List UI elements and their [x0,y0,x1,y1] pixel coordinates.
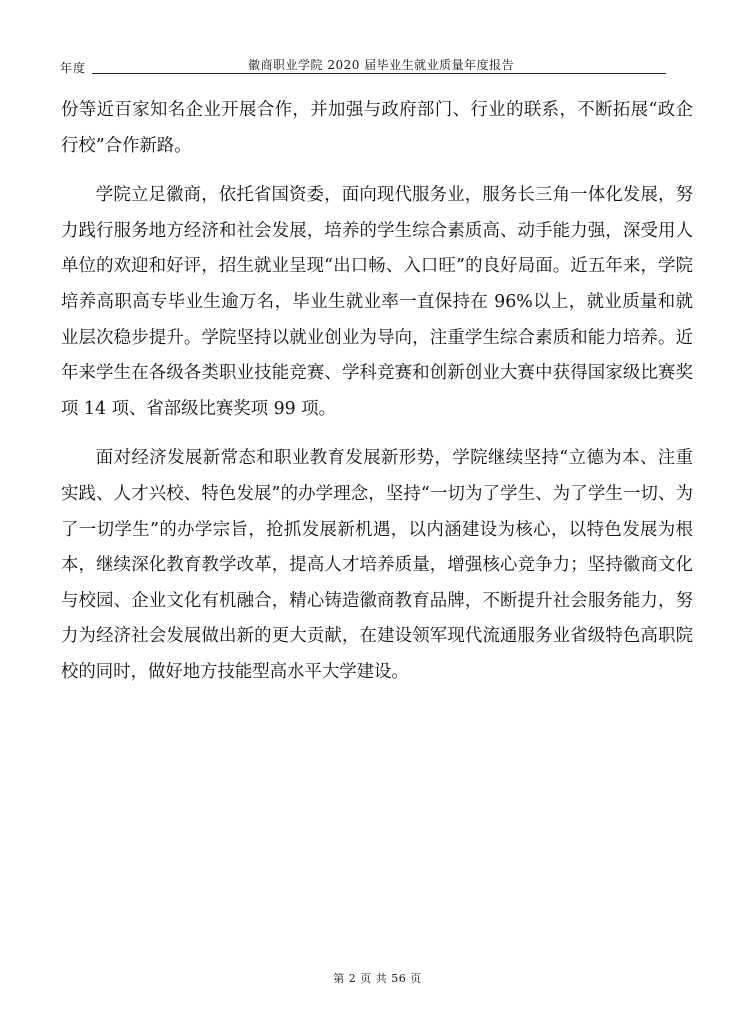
document-body [61,93,693,691]
header-divider [92,73,666,74]
paragraph-college-overview: 学院立足徽商，依托省国资委，面向现代服务业，服务长三角一体化发展，努力践行服务地方经济和社会发展，培养的学生综合素质高、动手能力强，深受用人单位的欢迎和好评，招生就业呈现“出口畅、入口旺”的良好局面。近五年来，学院培养高职高专毕业生逾万名，毕业生就业率一直保持在 96%以上，就业质量和就业层次稳步提升。学院坚持以就业创业为导向，注重学生综合素质和能力培养。近年来学生在各级各类职业技能竞赛、学科竞赛和创新创业大赛中获得国家级比赛奖项 14 项、省部级比赛奖项 99 项。 [61,185,693,419]
paragraph-development-philosophy: 面对经济发展新常态和职业教育发展新形势，学院继续坚持“立德为本、注重实践、人才兴校、特色发展”的办学理念，坚持“一切为了学生、为了学生一切、为了一切学生”的办学宗旨，抢抓发展新机遇，以内涵建设为核心，以特色发展为根本，继续深化教育教学改革，提高人才培养质量，增强核心竞争力；坚持徽商文化与校园、企业文化有机融合，精心铸造徽商教育品牌，不断提升社会服务能力，努力为经济社会发展做出新的更大贡献，在建设领军现代流通服务业省级特色高职院校的同时，做好地方技能型高水平大学建设。 [61,448,693,682]
page-footer: 第 2 页 共 56 页 [333,972,422,985]
paragraph-continuation: 份等近百家知名企业开展合作，并加强与政府部门、行业的联系，不断拓展“政企行校”合作新路。 [61,100,693,156]
header-title: 徽商职业学院 2020 届毕业生就业质量年度报告 [248,58,515,72]
page-header [60,56,666,76]
header-section-label: 年度 [60,61,87,75]
